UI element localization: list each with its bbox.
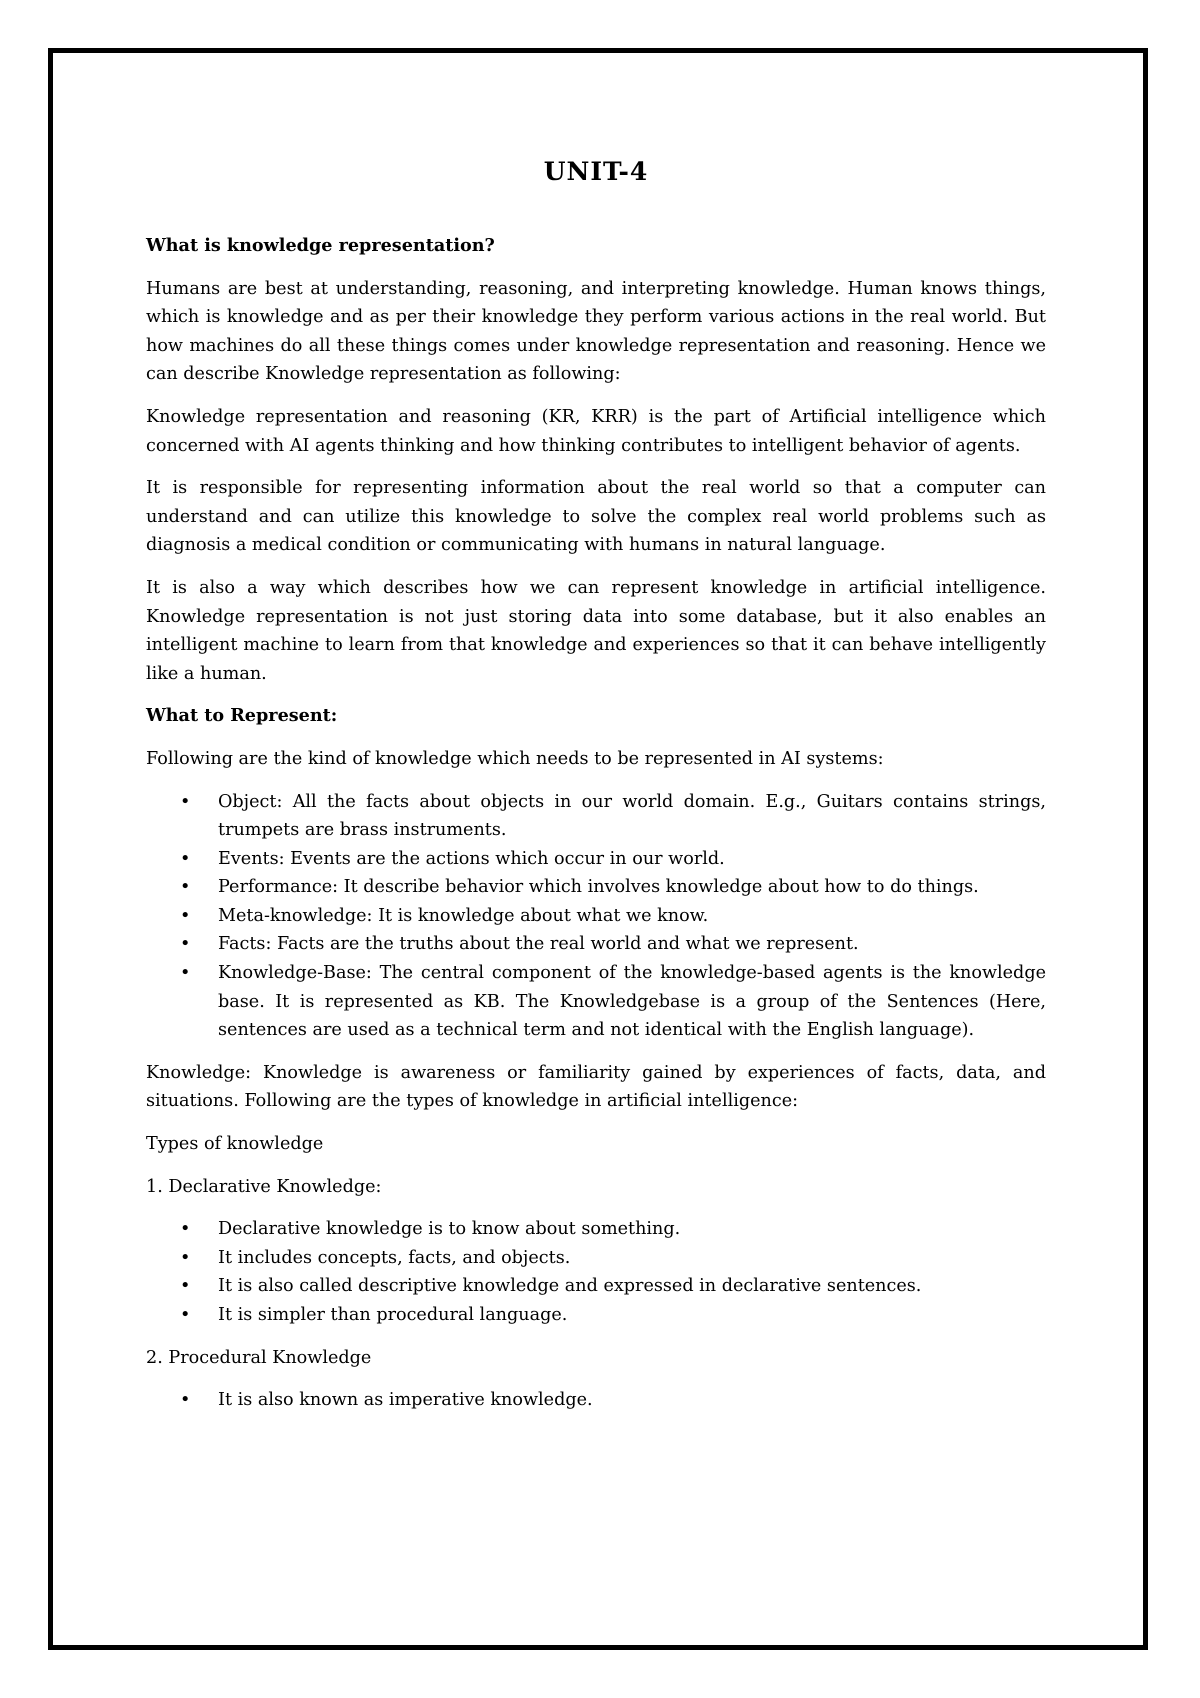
bullet-icon: • [180, 1390, 191, 1411]
bullet-icon: • [180, 934, 191, 955]
list-item-text: Performance: It describe behavior which involves knowledge about how to do things. [218, 877, 979, 898]
bullet-icon: • [180, 905, 191, 926]
list-item [180, 1215, 1046, 1244]
bullet-icon: • [180, 791, 191, 812]
declarative-list [146, 1215, 1046, 1329]
list-item [180, 1386, 1046, 1415]
bullet-icon: • [180, 1276, 191, 1297]
list-item [180, 902, 1046, 931]
list-item [180, 1272, 1046, 1301]
subsection-heading-procedural: 2. Procedural Knowledge [146, 1347, 372, 1368]
section-heading-types-of-knowledge: Types of knowledge [146, 1134, 324, 1155]
bullet-icon: • [180, 848, 191, 869]
list-item-text: Object: All the facts about objects in our world domain. E.g., Guitars contains strings, trumpets are brass instruments. [218, 791, 1046, 841]
list-item [180, 873, 1046, 902]
subsection-heading-declarative: 1. Declarative Knowledge: [146, 1176, 382, 1197]
list-item-text: It is simpler than procedural language. [218, 1305, 568, 1325]
section-heading-what-to-represent: What to Represent: [146, 705, 338, 727]
list-item-text: Knowledge-Base: The central component of the knowledge-based agents is the knowledge base. It is represented as KB. The Knowledgebase is a group of the Sentences (Here, sentences are used as a technical term and not identical with the English language). [218, 963, 1046, 1041]
section-heading-knowledge-representation: What is knowledge representation? [146, 235, 495, 256]
list-item [180, 1301, 1046, 1330]
paragraph: It is also a way which describes how we can represent knowledge in artificial intelligence. Knowledge representation is not just storing data into some database, but it also enables an intelligent machine to learn from that knowledge and experiences so that it can behave intelligently like a human. [146, 577, 1046, 684]
list-item-text: Events: Events are the actions which occur in our world. [218, 848, 725, 869]
bullet-icon: • [180, 1219, 191, 1240]
unit-title: UNIT-4 [543, 157, 649, 186]
bullet-icon: • [180, 1305, 191, 1325]
procedural-list [146, 1386, 1046, 1415]
list-item-text: It includes concepts, facts, and objects. [218, 1247, 571, 1268]
list-item [180, 788, 1046, 845]
list-item [180, 959, 1046, 1045]
bullet-icon: • [180, 963, 191, 984]
document-body [146, 152, 1046, 1429]
paragraph: Knowledge representation and reasoning (KR, KRR) is the part of Artificial intelligence which concerned with AI agents thinking and how thinking contributes to intelligent behavior of agents. [146, 406, 1046, 456]
list-item [180, 930, 1046, 959]
list-item-text: Declarative knowledge is to know about something. [218, 1219, 681, 1240]
list-item-text: It is also called descriptive knowledge and expressed in declarative sentences. [218, 1276, 922, 1297]
list-item-text: It is also known as imperative knowledge. [218, 1390, 593, 1411]
paragraph: It is responsible for representing information about the real world so that a computer can understand and can utilize this knowledge to solve the complex real world problems such as diagnosis a medical condition or communicating with humans in natural language. [146, 478, 1046, 556]
list-item-text: Meta-knowledge: It is knowledge about what we know. [218, 905, 709, 926]
list-item [180, 845, 1046, 874]
bullet-icon: • [180, 877, 191, 898]
paragraph: Humans are best at understanding, reasoning, and interpreting knowledge. Human knows things, which is knowledge and as per their knowledge they perform various actions in the real world. But how machines do all these things comes under knowledge representation and reasoning. Hence we can describe Knowledge representation as following: [146, 278, 1046, 385]
list-item-text: Facts: Facts are the truths about the real world and what we represent. [218, 934, 859, 955]
paragraph: Knowledge: Knowledge is awareness or familiarity gained by experiences of facts, data, and situations. Following are the types of knowledge in artificial intelligence: [146, 1062, 1046, 1112]
represent-list [146, 788, 1046, 1045]
bullet-icon: • [180, 1247, 191, 1268]
paragraph: Following are the kind of knowledge which needs to be represented in AI systems: [146, 748, 884, 769]
list-item [180, 1244, 1046, 1273]
